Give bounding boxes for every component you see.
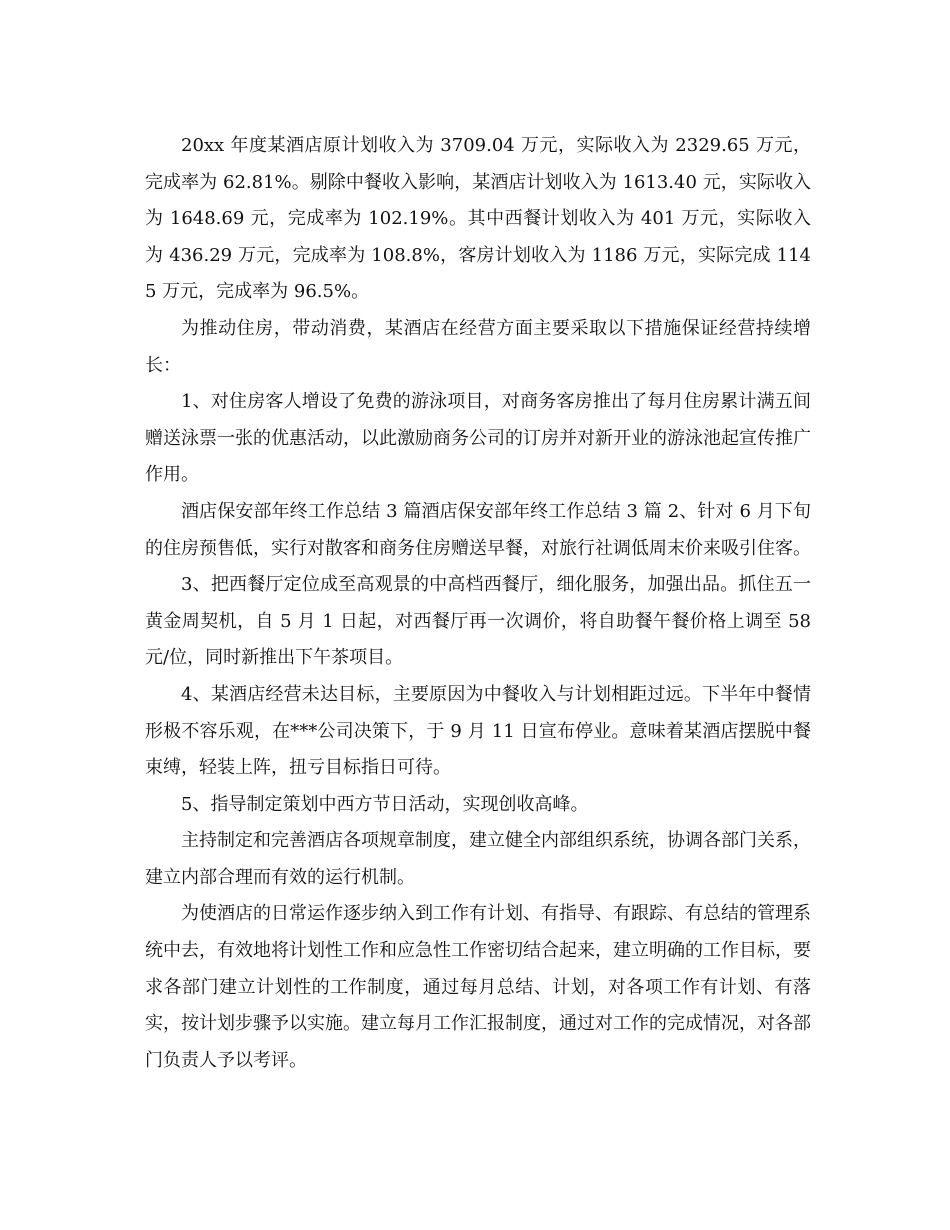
paragraph-measure-3: 3、把西餐厅定位成至高观景的中高档西餐厅，细化服务，加强出品。抓住五一黄金周契机，自 5 月 1 日起，对西餐厅再一次调价，将自助餐午餐价格上调至 58 元/位，同时新推出下午茶项目。 [145,574,811,669]
paragraph-measure-1: 1、对住房客人增设了免费的游泳项目，对商务客房推出了每月住房累计满五间赠送泳票一张的优惠活动，以此激励商务公司的订房并对新开业的游泳池起宣传推广作用。 [145,391,811,486]
paragraph-measure-4: 4、某酒店经营未达目标，主要原因为中餐收入与计划相距过远。下半年中餐情形极不容乐观，在***公司决策下，于 9 月 11 日宣布停业。意味着某酒店摆脱中餐束缚，轻装上阵，扭亏目标指日可待。 [145,683,811,779]
paragraph-measure-2: 酒店保安部年终工作总结 3 篇酒店保安部年终工作总结 3 篇 2、针对 6 月下旬的住房预售低，实行对散客和商务住房赠送早餐，对旅行社调低周末价来吸引住客。 [145,500,811,559]
paragraph-management-system: 为使酒店的日常运作逐步纳入到工作有计划、有指导、有跟踪、有总结的管理系统中去，有效地将计划性工作和应急性工作密切结合起来，建立明确的工作目标，要求各部门建立计划性的工作制度，通过每月总结、计划，对各项工作有计划、有落实，按计划步骤予以实施。建立每月工作汇报制度，通过对工作的完成情况，对各部门负责人予以考评。 [145,903,811,1071]
paragraph-rules: 主持制定和完善酒店各项规章制度，建立健全内部组织系统，协调各部门关系，建立内部合理而有效的运行机制。 [145,830,811,888]
paragraph-measure-5: 5、指导制定策划中西方节日活动，实现创收高峰。 [181,793,589,815]
paragraph-measures-intro: 为推动住房，带动消费，某酒店在经营方面主要采取以下措施保证经营持续增长： [145,317,811,376]
document-page [145,128,811,1079]
paragraph-revenue-summary: 20xx 年度某酒店原计划收入为 3709.04 万元，实际收入为 2329.65 万元，完成率为 62.81%。剔除中餐收入影响，某酒店计划收入为 1613.40 元，实际收入为 1648.69 元，完成率为 102.19%。其中西餐计划收入为 401 万元，实际收入为 436.29 万元，完成率为 108.8%，客房计划收入为 1186 万元，实际完成 1145 万元，完成率为 96.5%。 [145,135,811,303]
